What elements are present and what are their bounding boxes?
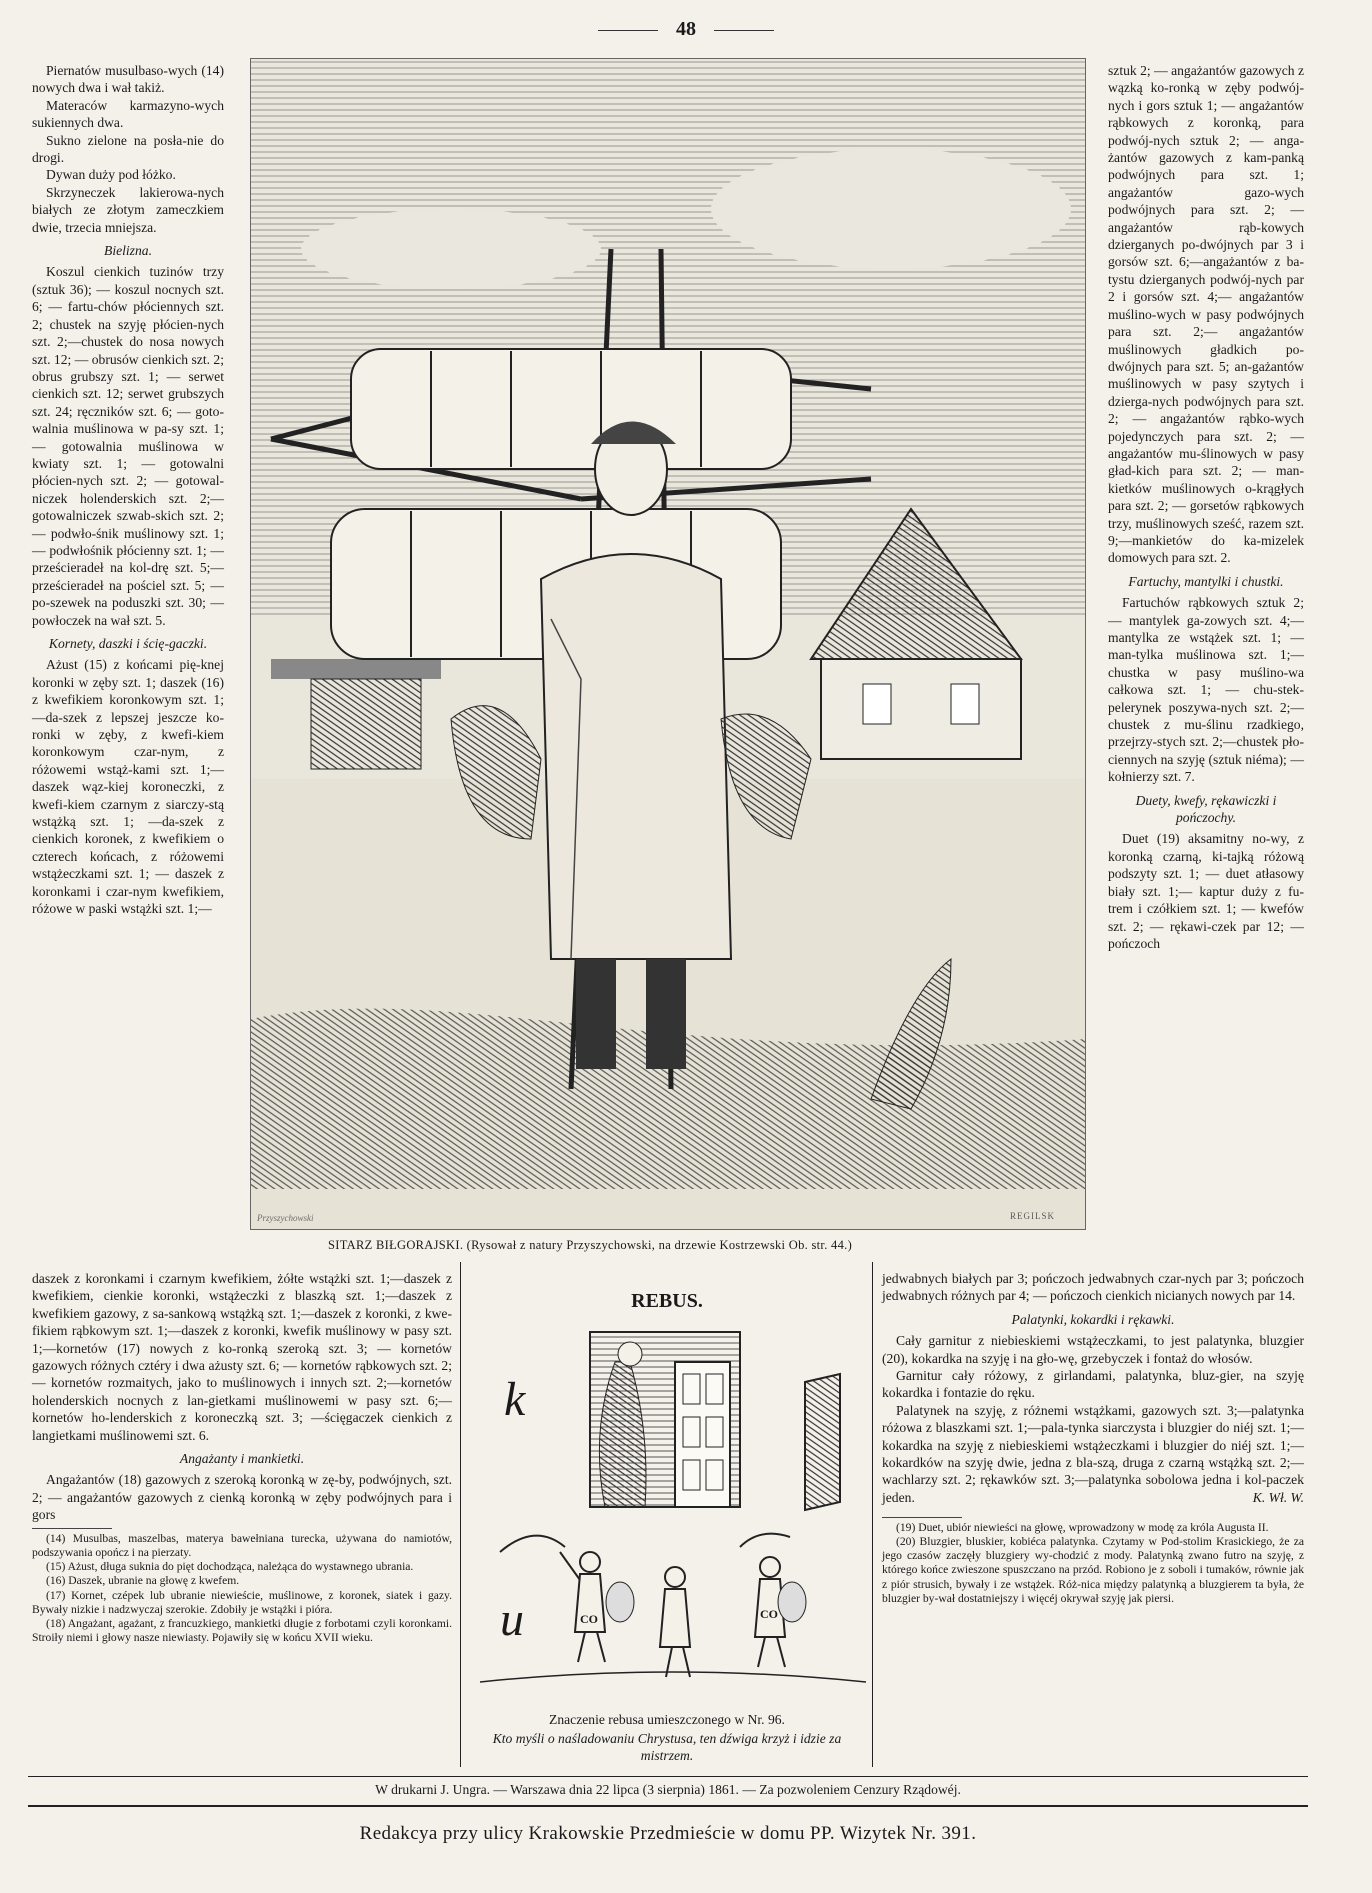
section-heading-duety: Duety, kwefy, rękawiczki i pończochy. [1135, 792, 1277, 826]
rebus-shield-text: CO [580, 1612, 598, 1626]
imprint: W drukarni J. Ungra. — Warszawa dnia 22 lipca (3 sierpnia) 1861. — Za pozwoleniem Cenzury Rządowéj. [375, 1782, 961, 1797]
section-heading-palatynki: Palatynki, kokardki i rękawki. [1011, 1311, 1175, 1327]
footnote: (15) Ażust, długa suknia do pięt dochodząca, należąca do wystawnego ubrania. [46, 1560, 414, 1574]
left-paragraph: Skrzyneczek lakierowa-nych białych ze złotym zameczkiem dwie, trzecia mniejsza. [32, 184, 224, 235]
footnote: (17) Kornet, czépek lub ubranie niewieście, muślinowe, z koronek, siatek i gazy. Bywały nizkie i nadzwyczaj szerokie. Zdobiły je wstążki i pióra. [32, 1588, 452, 1616]
engraving-sitarz [250, 58, 1086, 1230]
bielizna-text: Koszul cienkich tuzinów trzy (sztuk 36); — koszul nocnych szt. 6; — fartu-chów płóciennych szt. 2; chustek na szyję płócien-nych szt. 2;—chustek do nosa nowych szt. 12; — obrusów cienkich szt. 2; obrus grubszy szt. 1; — serwet cienkich szt. 12; serwet grubszych szt. 24; ręczników szt. 6; — goto-walnia muślinowa w pa-sy szt. 1; — gotowalnia muślinowa w kwiaty szt. 1; — gotowalni płócien-nych szt. 2; — gotowal-niczek holenderskich szt. 2;—gotowalniczek szwab-skich szt. 2; — podwło-śnik muślinowy szt. 1;— podwłośnik płócienny szt. 1; — prześcieradeł na kol-drę szt. 5;—prześcieradeł na pościel szt. 5; — po-szewek na poduszki szt. 30; — powłoczek na wał szt. 5. [32, 264, 224, 628]
footnote: (19) Duet, ubiór niewieści na głowę, wprowadzony w modę za króla Augusta II. [896, 1520, 1269, 1534]
footnote-rule [32, 1528, 112, 1529]
lower-right-column [882, 1270, 1304, 1606]
footnote: (20) Bluzgier, bluskier, kobiéca palatynka. Czytamy w Pod-stolim Krasickiego, że za jego czasów zaczęły bluzgiery wy-chodzić z mody. Palatynką zwano futro na szyję, z którego końce zwieszone spuszczano na przód. Robiono je z soboli i tumaków, równie jak z piór strusich, bywały i ze wstążek. Róż-nica między palatynką a bluzgierem ta była, że bluzgier by-wał dostatniejszy i więcéj okrywał szyję jak piersi. [882, 1534, 1304, 1605]
left-paragraph: Dywan duży pod łóżko. [46, 167, 176, 183]
section-heading-bielizna: Bielizna. [104, 243, 152, 259]
sieve-drum-top [351, 349, 791, 469]
rebus-shield-text: CO [760, 1607, 778, 1621]
engraver-signature-right: REGILSK [1010, 1211, 1055, 1221]
fartuchy-text: Fartuchów rąbkowych sztuk 2; — mantylek ga-zowych szt. 4;—mantylka ze wstążek szt. 1; — man-tylka muślinowa szt. 1;— chustka w pasy muślino-wa całkowa szt. 1; — chu-stek-pelerynek poszywa-nych szt. 2;—chustek z mu-ślinu rzadkiego, przejrzy-stych szt. 2;—chustek pło-ciennych na szyję (sztuk niéma); — kołnierzy szt. 7. [1108, 595, 1304, 785]
palatynki-paragraph: Garnitur cały różowy, z girlandami, palatynka, bluz-gier, na szyję kokardka i fontazie do ręku. [882, 1368, 1304, 1401]
palatynki-paragraph: Palatynek na szyję, z różnemi wstążkami, gazowych szt. 3;—palatynka różowa z blaszkami szt. 1;—pala-tynka siarczysta i bluzgier do niéj szt. 1;—kokardka na szyję z niebieskiemi wstążeczkami i bluzgier do niéj szt. 1;—kokardków na szyję dwie, jedna z bla-szą, druga z czarną wstążką szt. 2;—wachlarzy szt. 2; rękawków szt. 3;—palatynka sobolowa jedna i kol-paczek jeden. [882, 1402, 1304, 1505]
left-paragraph: Materaców karmazyno-wych sukiennych dwa. [32, 97, 224, 131]
duety-text: Duet (19) aksamitny no-wy, z koronką czarną, ki-tajką różową podszyty szt. 1; — duet atłasowy biały szt. 1;— kaptur duży z fu-trem i czółkiem szt. 1; — kwefów szt. 2; — rękawi-czek par 12; — pończoch [1108, 831, 1304, 951]
imprint-rule-top [28, 1776, 1308, 1777]
page-number: 48 [0, 18, 1372, 41]
left-column [32, 62, 224, 918]
rebus-title: REBUS. [631, 1290, 703, 1312]
footnote-rule [882, 1517, 962, 1518]
right-column [1108, 62, 1304, 952]
footnotes-right [882, 1521, 1304, 1606]
left-paragraph: Piernatów musulbaso-wych (14) nowych dwa i wał takiż. [32, 63, 224, 96]
lower-left-column [32, 1270, 452, 1645]
footnote: (18) Angażant, agażant, z francuzkiego, mankietki długie z forbotami czyli koronkami. Stroiły niemi i głowy nasze niewiasty. Pojawiły się w końcu XVII wieku. [32, 1616, 452, 1645]
section-heading-angazanty: Angażanty i mankietki. [179, 1451, 305, 1467]
kornety-text: Ażust (15) z końcami pię-knej koronki w zęby szt. 1; daszek (16) z kwefikiem koronkowym szt. 1;—da-szek z lepszej jeszcze ko-ronki w zęby, z kwefi-kiem koronkowym czar-nym, z różowemi wstąż-kami szt. 1;—daszek wąz-kiej koroneczki, z kwefi-kiem czarnym z siarczy-stą wstążką szt. 1; —da-szek z cienkich koronek, z kwefikiem o czterech końcach, z różowemi wstążeczkami szt. 1; — daszek z koronkami i czar-nym kwefikiem, różowe w paski wstążki szt. 1;— [32, 657, 224, 917]
angazanty-text: Angażantów (18) gazowych z szeroką koronką w zę-by, podwójnych, szt. 2; — angażantów gazowych z cienką koronką w zęby podwójnych para i gors [32, 1472, 452, 1523]
rebus-letter-u: u [500, 1593, 524, 1646]
engraving-drawing [251, 59, 1085, 1229]
left-paragraph: Sukno zielone na posła-nie do drogi. [32, 132, 224, 166]
column-rule [872, 1262, 873, 1767]
footer-address: Redakcya przy ulicy Krakowskie Przedmieście w domu PP. Wizytek Nr. 391. [359, 1823, 977, 1844]
article-signature: K. Wł. W. [1252, 1490, 1304, 1506]
footnotes-left [32, 1532, 452, 1646]
palatynki-paragraph: Cały garnitur z niebieskiemi wstążeczkami, to jest palatynka, bluzgier (20), kokardka na szyję i na gło-wę, grzebyczek i fontaż do włosów. [882, 1333, 1304, 1366]
rebus-answer-heading: Znaczenie rebusa umieszczonego w Nr. 96. [549, 1712, 785, 1727]
footnote: (16) Daszek, ubranie na głowę z kwefem. [46, 1574, 240, 1588]
column-rule [460, 1262, 461, 1767]
rebus-drawing [480, 1322, 866, 1702]
imprint-rule-bottom [28, 1805, 1308, 1807]
footnote: (14) Musulbas, maszelbas, materya bawełniana turecka, używana do namiotów, podszywania opończ i na pierzaty. [32, 1531, 452, 1559]
rebus-answer-text: Kto myśli o naśladowaniu Chrystusa, ten dźwiga krzyż i idzie za mistrzem. [492, 1731, 842, 1763]
section-heading-fartuchy: Fartuchy, mantylki i chustki. [1128, 573, 1284, 589]
lower-left-continuation: daszek z koronkami i czarnym kwefikiem, żółte wstążki szt. 1;—daszek z kwefikiem, cienkie koronki, wstążeczki z blaszką szt. 1;—daszek z kwefikiem gazowy, z sa-sankową wstążką szt. 1;—daszek z koronki, z kwe-fikiem rąbkowym szt. 1;—daszek z koronki, kwefik muślinowy w pasy szt. 1;—kornetów (17) nowych z ko-ronką szeroką szt. 3; — kornetów gazowych różnych cztéry i dwa ażusty szt. 6; — kornetów rąbkowych szt. 2; — kornetów rozmaitych, jako to muślinowych i innych szt. 2;—kornetów holenderskich nocnych z lan-gietkami muślinowemi w pasy szt. 6;—kornetów ho-lenderskich z koroneczką szt. 3; —ścięgaczek cienkich z langietkami muślinowemi szt. 6. [32, 1271, 452, 1443]
section-heading-kornety: Kornety, daszki i ścię-gaczki. [48, 636, 208, 651]
rebus-letter-k: k [504, 1373, 526, 1426]
lower-right-continuation: jedwabnych białych par 3; pończoch jedwabnych czar-nych par 3; pończoch jedwabnych różnych par 4; — pończoch cienkich nicianych nowych par 14. [882, 1271, 1304, 1304]
right-top-text: sztuk 2; — angażantów gazowych z wązką ko-ronką w zęby podwój-nych i gors sztuk 1; — angażantów rąbkowych z koronką, para podwój-nych sztuk 2; — anga-żantów gazowych z kam-panką podwójnych para szt. 1; angażantów gazo-wych podwójnych para szt. 2; — angażantów rąb-kowych dzierganych po-dwójnych par 3 i gorsów szt. 6;—angażantów z ba-tystu dzierganych podwój-nych par 2 i gorsów szt. 4;— angażantów muślino-wych w pasy podwójnych para szt. 2;— angażantów muślinowych gładkich po-dwójnych para szt. 5; an-gażantów muślinowych w pasy szytych i dzierga-nych podwójnych para szt. 2; — angażantów rąbko-wych pojedynczych para szt. 2; — angażantów mu-ślinowych w pasy gład-kich para szt. 2; — man-kietków muślinowych o-krągłych para szt. 2; — gorsetów rąbkowych trzy, muślinowych sześć, razem szt. 9;—mankietów do ka-mizelek domowych para szt. 2. [1108, 63, 1304, 566]
illustration-caption: SITARZ BIŁGORAJSKI. (Rysował z natury Przyszychowski, na drzewie Kostrzewski Ob. str. 44.) [328, 1238, 853, 1252]
rebus-picture [480, 1322, 866, 1702]
engraver-signature-left: Przyszychowski [257, 1213, 314, 1223]
